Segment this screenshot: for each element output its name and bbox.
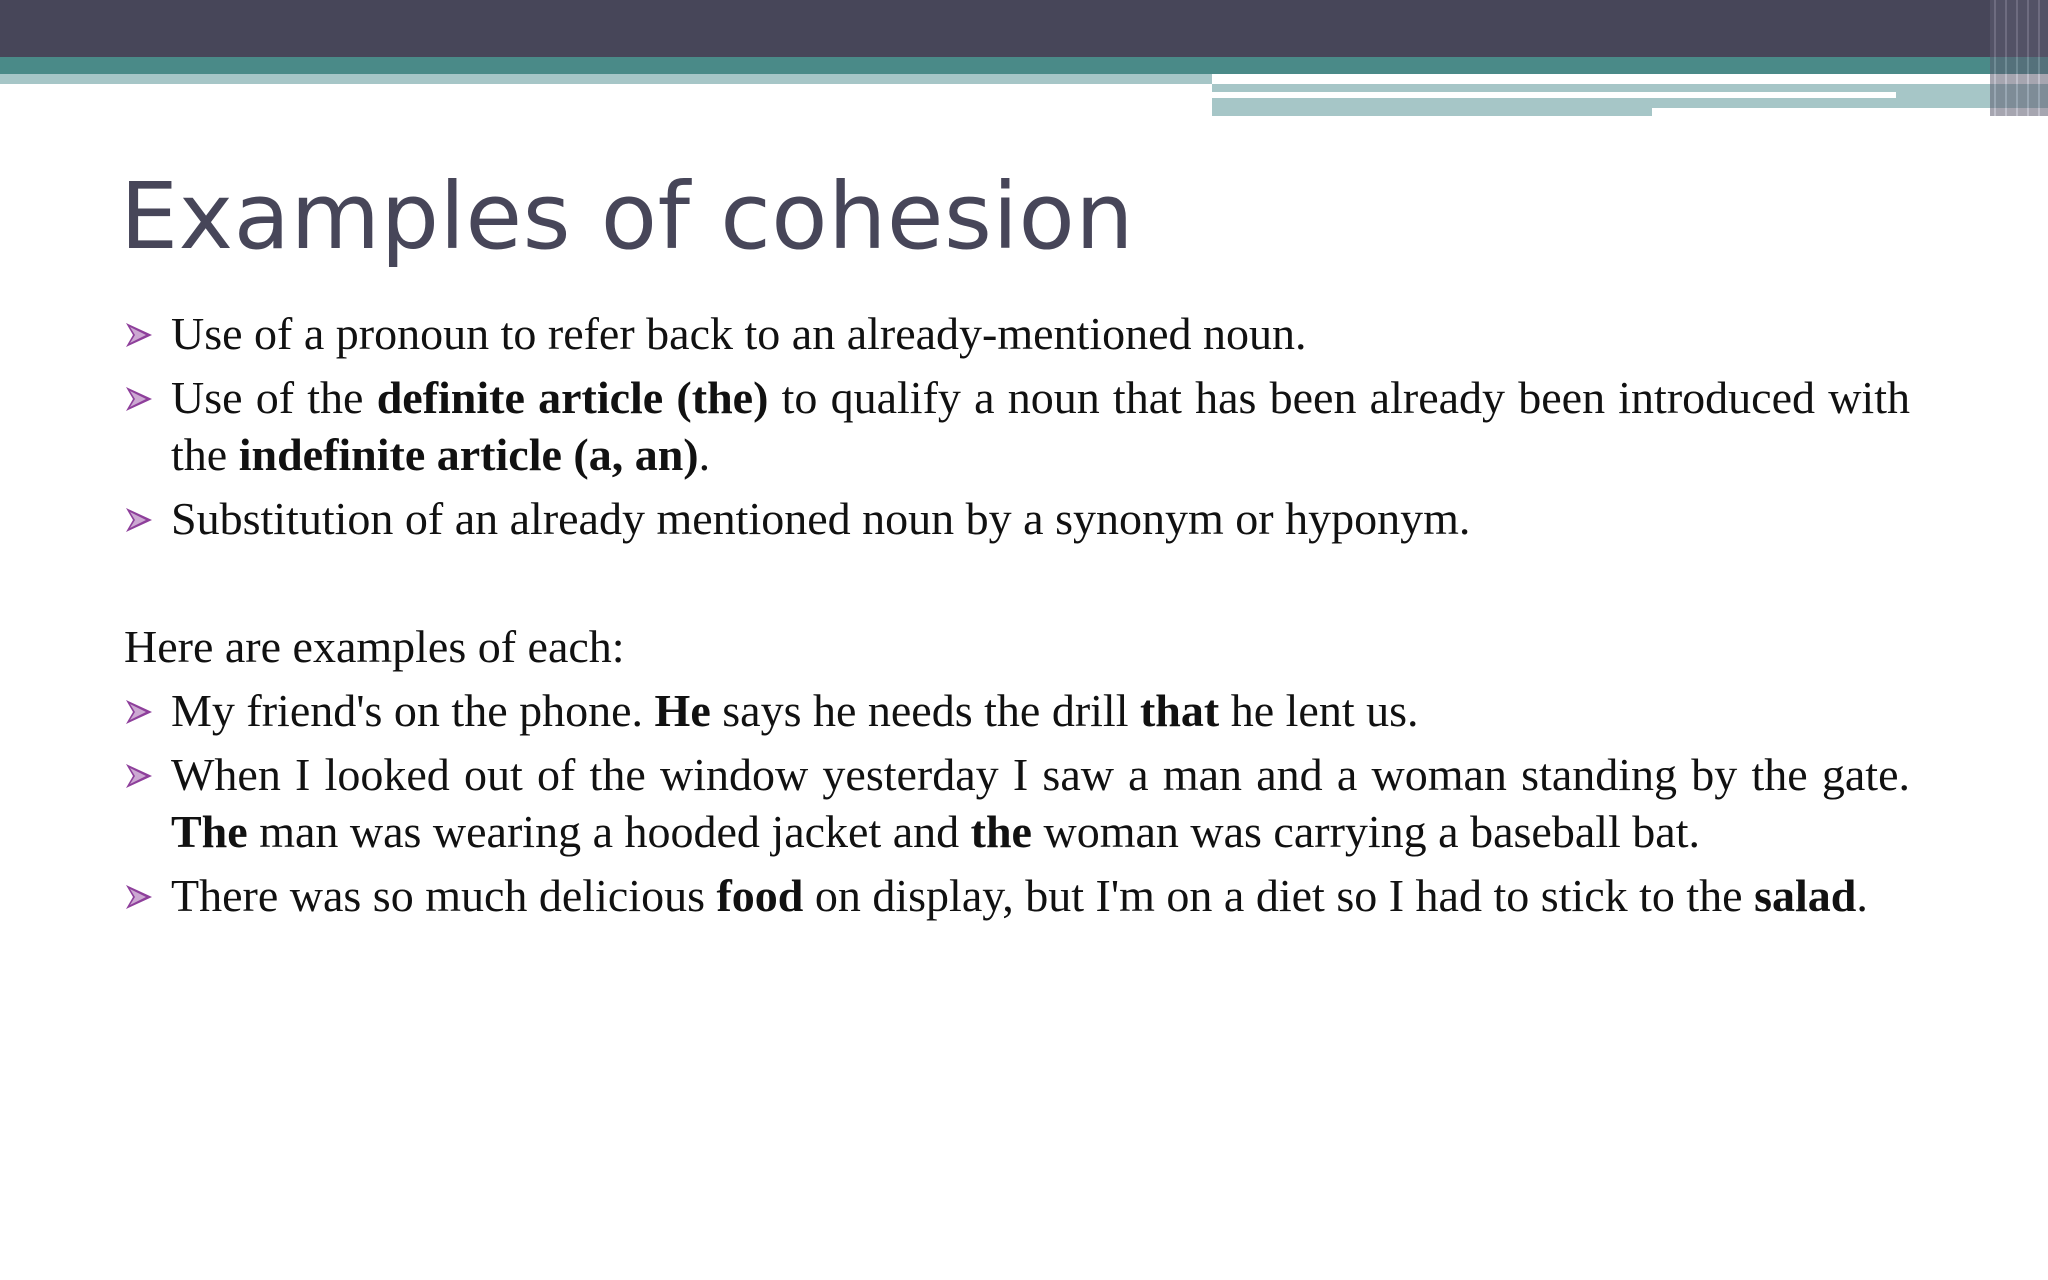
arrow-bullet-icon bbox=[124, 883, 154, 911]
text-segment: Use of a pronoun to refer back to an already-mentioned noun. bbox=[171, 308, 1307, 359]
text-segment: . bbox=[698, 429, 711, 480]
bold-text: indefinite article (a, an) bbox=[238, 429, 699, 480]
slide-title: Examples of cohesion bbox=[120, 163, 1135, 270]
bold-text: food bbox=[716, 870, 804, 921]
header-dark-bar bbox=[0, 0, 2048, 57]
header-teal-bar bbox=[0, 57, 2048, 74]
header-white-line-lower bbox=[1652, 108, 2048, 116]
text-segment: My friend's on the phone. bbox=[171, 685, 655, 736]
text-segment: to qualify a noun that has been already been introduced with the bbox=[171, 372, 1910, 480]
arrow-bullet-icon bbox=[124, 321, 154, 349]
text-segment: . bbox=[1856, 870, 1868, 921]
text-segment: Use of the bbox=[171, 372, 377, 423]
arrow-bullet-icon bbox=[124, 762, 154, 790]
bold-text: that bbox=[1139, 685, 1220, 736]
text-segment: on display, but I'm on a diet so I had to stick to the bbox=[803, 870, 1755, 921]
header-stripes bbox=[1990, 0, 2048, 116]
examples-bullet-list bbox=[124, 682, 1910, 924]
arrow-bullet-icon bbox=[124, 385, 154, 413]
bold-text: the bbox=[970, 806, 1032, 857]
text-segment: When I looked out of the window yesterday I saw a man and a woman standing by the gate. bbox=[171, 749, 1910, 800]
bold-text: The bbox=[171, 806, 248, 857]
text-segment: man was wearing a hooded jacket and bbox=[247, 806, 971, 857]
bold-text: definite article (the) bbox=[376, 372, 769, 423]
text-segment: he lent us. bbox=[1219, 685, 1419, 736]
text-segment: says he needs the drill bbox=[710, 685, 1140, 736]
paragraph-gap bbox=[124, 547, 1910, 618]
intro-bullet-item bbox=[124, 369, 1910, 483]
text-segment: Substitution of an already mentioned noun by a synonym or hyponym. bbox=[171, 493, 1471, 544]
text-segment: woman was carrying a baseball bat. bbox=[1031, 806, 1701, 857]
example-bullet-item bbox=[124, 867, 1910, 924]
bold-text: salad bbox=[1754, 870, 1857, 921]
header-light-teal-bar bbox=[0, 74, 1212, 84]
intro-bullet-list bbox=[124, 305, 1910, 547]
arrow-bullet-icon bbox=[124, 698, 154, 726]
slide-body bbox=[124, 305, 1910, 924]
header-white-line bbox=[1212, 92, 1896, 98]
example-bullet-item bbox=[124, 682, 1910, 739]
examples-heading: Here are examples of each: bbox=[124, 621, 625, 672]
arrow-bullet-icon bbox=[124, 506, 154, 534]
example-bullet-item bbox=[124, 746, 1910, 860]
text-segment: There was so much delicious bbox=[171, 870, 717, 921]
intro-bullet-item bbox=[124, 305, 1910, 362]
bold-text: He bbox=[654, 685, 711, 736]
intro-bullet-item bbox=[124, 490, 1910, 547]
